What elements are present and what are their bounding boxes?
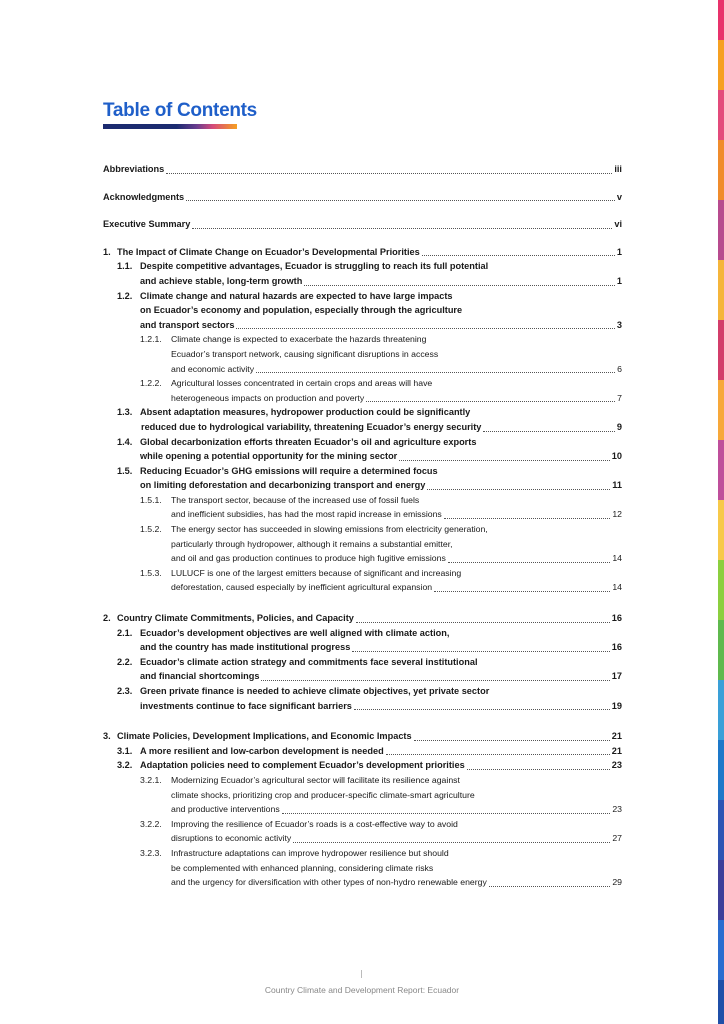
toc-entry-3-2-3[interactable] — [103, 846, 622, 861]
toc-entry-label: while opening a potential opportunity for the mining sector — [140, 451, 398, 462]
toc-entry-1-2-last[interactable] — [103, 318, 622, 333]
toc-entry-2-2[interactable] — [103, 655, 622, 670]
footer-divider — [361, 970, 362, 978]
toc-entry-2-3[interactable] — [103, 684, 622, 699]
toc-entry-label: Abbreviations — [103, 164, 165, 174]
toc-entry-1-2[interactable] — [103, 289, 622, 304]
toc-entry-page: 16 — [611, 613, 622, 624]
toc-entry-1-5-2-line: particularly through hydropower, although it remains a substantial emitter, — [171, 538, 453, 549]
toc-entry-number: 2.2. — [117, 656, 133, 667]
toc-entry-label: disruptions to economic activity — [171, 833, 292, 844]
toc-entry-1-5-2[interactable] — [103, 522, 622, 537]
toc-entry-3-1[interactable] — [103, 744, 622, 759]
toc-entry-number: 1.5.2. — [140, 524, 162, 535]
toc-entry-label: and achieve stable, long-term growth — [140, 275, 303, 286]
toc-entry-page: 27 — [612, 833, 622, 844]
toc-entry-label: investments continue to face significant barriers — [140, 700, 352, 711]
toc-entry-label: Acknowledgments — [103, 191, 185, 202]
toc-entry-label: Improving the resilience of Ecuador’s roads is a cost-effective way to avoid — [171, 818, 458, 829]
toc-entry-number: 2.3. — [117, 686, 133, 696]
toc-entry-3-2-3-last[interactable] — [103, 875, 622, 890]
toc-entry-number: 1.5. — [117, 465, 133, 476]
toc-section-2[interactable] — [103, 611, 622, 626]
toc-entry-2-3-last[interactable] — [103, 699, 622, 714]
toc-entry-label: Ecuador’s development objectives are well aligned with climate action, — [140, 627, 450, 638]
toc-entry-page: 7 — [617, 392, 622, 403]
toc-entry-label: and the urgency for diversification with other types of non-hydro renewable energy — [171, 877, 487, 888]
toc-entry-page: 21 — [611, 731, 622, 742]
toc-entry-label: reduced due to hydrological variability, threatening Ecuador’s energy security — [141, 421, 482, 432]
toc-entry-number: 1.2. — [117, 290, 133, 301]
toc-entry-number: 3.2.1. — [140, 774, 162, 785]
toc-entry-label: Reducing Ecuador’s GHG emissions will require a determined focus — [140, 465, 438, 476]
toc-entry-label: heterogeneous impacts on production and poverty — [171, 392, 365, 403]
toc-entry-number: 1.5.3. — [140, 567, 162, 578]
toc-entry-1-2-2-last[interactable] — [103, 391, 622, 406]
toc-entry-number: 1.4. — [117, 436, 133, 447]
toc-entry-label: Climate change and natural hazards are expected to have large impacts — [140, 290, 453, 301]
toc-entry-label: The transport sector, because of the increased use of fossil fuels — [171, 494, 420, 505]
toc-entry-label: and inefficient subsidies, has had the most rapid increase in emissions — [171, 509, 442, 520]
toc-entry-label: Adaptation policies need to complement Ecuador’s development priorities — [140, 760, 465, 771]
toc-entry-1-4[interactable] — [103, 435, 622, 450]
toc-entry-label: on limiting deforestation and decarbonizing transport and energy — [140, 480, 426, 491]
page-title: Table of Contents — [103, 100, 257, 121]
toc-entry-label: Agricultural losses concentrated in certain crops and areas will have — [171, 378, 433, 389]
toc-entry-page: 14 — [612, 582, 622, 593]
toc-entry-number: 1.5.1. — [140, 494, 162, 505]
toc-entry-acknowledgments[interactable] — [103, 190, 622, 205]
toc-entry-page: 29 — [612, 877, 622, 888]
toc-entry-label: and financial shortcomings — [140, 671, 260, 682]
toc-entry-1-4-last[interactable] — [103, 449, 622, 464]
toc-entry-2-1[interactable] — [103, 626, 622, 641]
toc-entry-number: 3.1. — [117, 745, 133, 756]
title-underline-bar — [103, 124, 237, 129]
toc-entry-3-2-1-line: climate shocks, prioritizing crop and producer-specific climate-smart agriculture — [171, 789, 475, 800]
toc-entry-1-2-line: on Ecuador’s economy and population, especially through the agriculture — [140, 305, 463, 316]
toc-entry-label: Global decarbonization efforts threaten Ecuador’s oil and agriculture exports — [140, 436, 477, 447]
toc-section-3[interactable] — [103, 729, 622, 744]
toc-entry-page: 6 — [617, 363, 622, 374]
toc-entry-label: LULUCF is one of the largest emitters because of significant and increasing — [171, 567, 462, 578]
toc-entry-page: 9 — [616, 421, 622, 432]
toc-entry-executive-summary[interactable] — [103, 217, 622, 232]
toc-entry-3-2-2[interactable] — [103, 817, 622, 832]
toc-entry-1-3-last[interactable] — [103, 420, 622, 435]
toc-entry-3-2-3-line: be complemented with enhanced planning, considering climate risks — [171, 862, 434, 873]
toc-entry-page: 16 — [611, 642, 622, 653]
toc-entry-page: 17 — [611, 671, 622, 682]
toc-entry-page: 1 — [616, 246, 622, 257]
toc-entry-1-5[interactable] — [103, 464, 622, 479]
toc-entry-2-1-last[interactable] — [103, 640, 622, 655]
toc-entry-number: 1.2.2. — [140, 378, 162, 389]
toc-entry-3-2-1-last[interactable] — [103, 802, 622, 817]
toc-entry-label: and productive interventions — [171, 804, 280, 815]
toc-entry-page: 3 — [616, 319, 622, 330]
toc-entry-label: and oil and gas production continues to produce high fugitive emissions — [171, 553, 446, 564]
toc-entry-3-2-1[interactable] — [103, 773, 622, 788]
toc-entry-label: Executive Summary — [103, 219, 191, 230]
toc-section-1[interactable] — [103, 245, 622, 260]
toc-entry-label: and transport sectors — [140, 319, 235, 330]
toc-entry-page: 14 — [612, 553, 622, 564]
toc-entry-1-5-1-last[interactable] — [103, 507, 622, 522]
toc-entry-page: 10 — [611, 451, 622, 462]
toc-entry-number: 3.2.2. — [140, 818, 162, 829]
color-stripe-decoration — [718, 0, 724, 1024]
toc-entry-1-1[interactable] — [103, 259, 622, 274]
toc-entry-label: and the country has made institutional progress — [140, 642, 351, 653]
toc-entry-1-5-1[interactable] — [103, 493, 622, 508]
toc-entry-label: Green private finance is needed to achieve climate objectives, yet private sector — [140, 686, 490, 696]
toc-entry-number: 3.2. — [117, 760, 133, 771]
toc-entry-label: and economic activity — [171, 363, 255, 374]
toc-entry-page: 21 — [611, 745, 622, 756]
toc-entry-1-2-2[interactable] — [103, 376, 622, 391]
toc-entry-label: Despite competitive advantages, Ecuador is struggling to reach its full potential — [140, 261, 489, 272]
toc-entry-1-2-1[interactable] — [103, 332, 622, 347]
toc-entry-1-5-3[interactable] — [103, 566, 622, 581]
toc-entry-number: 2.1. — [117, 627, 133, 638]
toc-entry-1-5-last[interactable] — [103, 478, 622, 493]
toc-entry-label: Modernizing Ecuador’s agricultural sector will facilitate its resilience against — [171, 774, 460, 785]
toc-entry-3-2[interactable] — [103, 758, 622, 773]
toc-entry-label: Infrastructure adaptations can improve hydropower resilience but should — [171, 847, 449, 858]
toc-entry-page: vi — [614, 219, 622, 230]
toc-entry-1-3[interactable] — [103, 405, 622, 420]
toc-entry-label: The energy sector has succeeded in slowing emissions from electricity generation, — [171, 524, 488, 535]
toc-entry-label: deforestation, caused especially by inefficient agricultural expansion — [171, 582, 433, 593]
toc-entry-3-2-2-last[interactable] — [103, 831, 622, 846]
toc-entry-number: 1.1. — [117, 261, 133, 272]
toc-entry-2-2-last[interactable] — [103, 669, 622, 684]
toc-entry-label: The Impact of Climate Change on Ecuador’s Developmental Priorities — [117, 246, 420, 257]
toc-entry-page: 1 — [616, 275, 622, 286]
toc-entry-label: Ecuador’s climate action strategy and commitments face several institutional — [140, 656, 478, 667]
toc-entry-label: Country Climate Commitments, Policies, and Capacity — [117, 613, 354, 624]
toc-entry-label: Climate change is expected to exacerbate the hazards threatening — [171, 334, 427, 345]
toc-entry-number: 1.3. — [117, 407, 133, 418]
toc-entry-1-2-1-line: Ecuador’s transport network, causing significant disruptions in access — [171, 348, 439, 359]
toc-entry-1-5-2-last[interactable] — [103, 551, 622, 566]
toc-entry-number: 1. — [103, 246, 111, 257]
toc-entry-1-1-last[interactable] — [103, 274, 622, 289]
toc-entry-page: 19 — [611, 700, 622, 711]
toc-entry-number: 1.2.1. — [140, 334, 162, 345]
toc-entry-abbreviations[interactable] — [103, 162, 622, 177]
toc-entry-number: 3.2.3. — [140, 847, 162, 858]
toc-entry-1-5-3-last[interactable] — [103, 580, 622, 595]
toc-entry-page: 23 — [612, 804, 622, 815]
table-of-contents — [103, 162, 622, 890]
toc-entry-label: Absent adaptation measures, hydropower production could be significantly — [140, 407, 471, 418]
toc-entry-page: 23 — [611, 760, 622, 771]
toc-entry-label: A more resilient and low-carbon development is needed — [140, 745, 384, 756]
page-footer: Country Climate and Development Report: Ecuador — [264, 985, 460, 995]
toc-entry-page: 12 — [612, 509, 622, 520]
toc-entry-page: 11 — [612, 480, 622, 491]
toc-entry-number: 2. — [103, 613, 111, 624]
toc-entry-1-2-1-last[interactable] — [103, 362, 622, 377]
toc-entry-page: v — [616, 191, 622, 202]
toc-entry-page: iii — [614, 164, 622, 174]
toc-entry-label: Climate Policies, Development Implications, and Economic Impacts — [117, 731, 412, 742]
toc-entry-number: 3. — [103, 731, 111, 742]
